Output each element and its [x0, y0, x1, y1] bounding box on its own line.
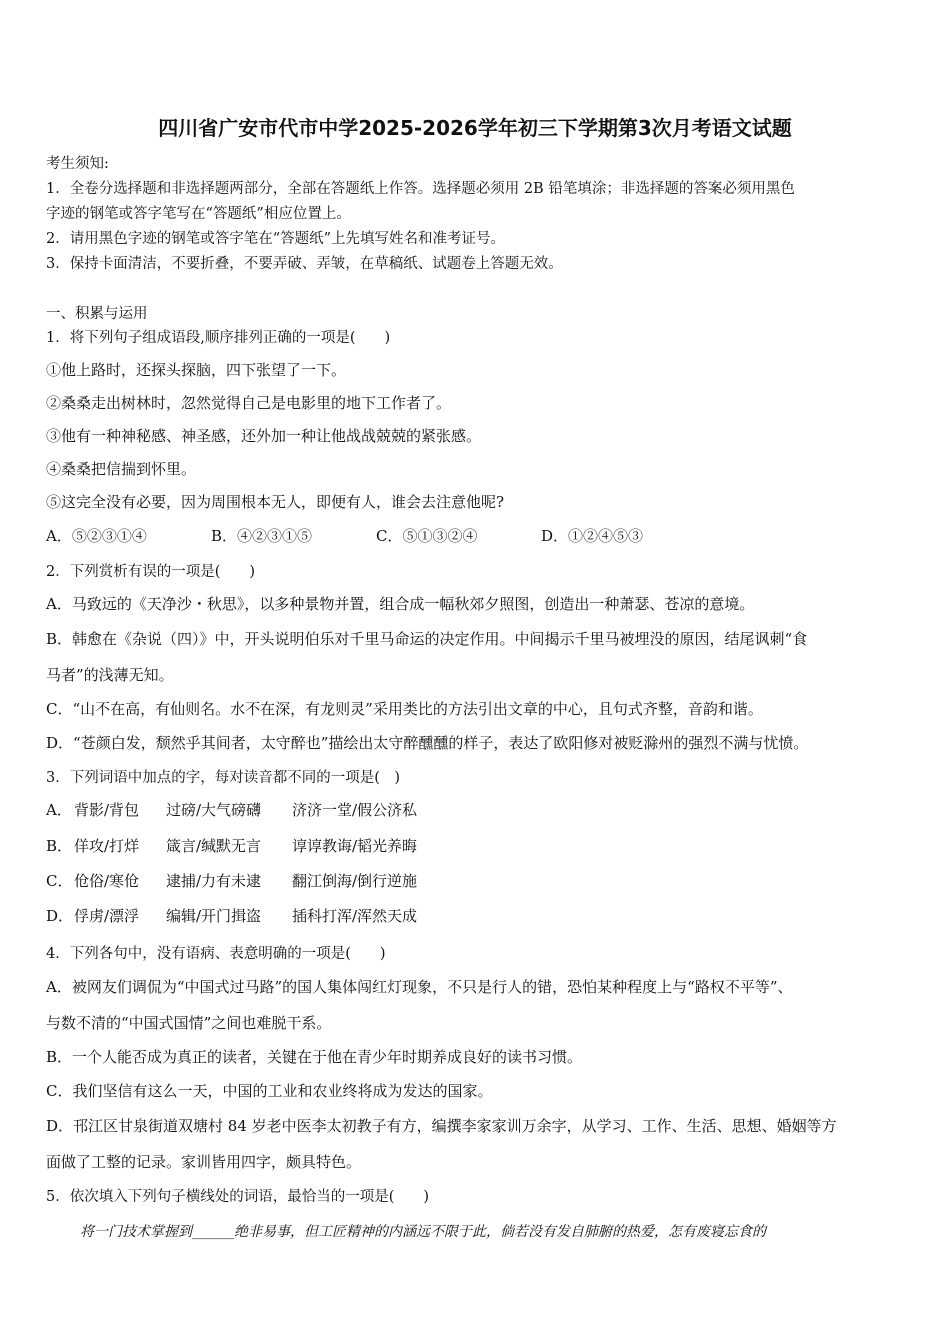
- section-heading: 一、积累与运用: [46, 306, 148, 322]
- question-4-stem: 4．下列各句中，没有语病、表意明确的一项是( ): [46, 946, 386, 962]
- q2-line: D．“苍颜白发，颓然乎其间者，太守醉也”描绘出太守醉醺醺的样子，表达了欧阳修对被贬滁州的强烈不满与忧愤。: [46, 734, 809, 752]
- q4-line: D．邗江区甘泉街道双塘村 84 岁老中医李太初教子有方，编撰李家家训万余字，从学习、工作、生活、思想、婚姻等方: [46, 1117, 837, 1135]
- q1-option-c: C．⑤①③②④: [376, 527, 478, 545]
- question-2-stem: 2．下列赏析有误的一项是( ): [46, 564, 256, 580]
- q1-option-b: B．④②③①⑤: [211, 527, 313, 545]
- q1-options: [46, 525, 643, 546]
- notice-item: 2．请用黑色字迹的钢笔或答字笔在“答题纸”上先填写姓名和准考证号。: [46, 231, 506, 247]
- q1-sentence: ③他有一种神秘感、神圣感，还外加一种让他战战兢兢的紧张感。: [46, 427, 482, 445]
- question-3-stem: 3．下列词语中加点的字，每对读音都不同的一项是( ): [46, 770, 401, 786]
- question-1-stem: 1．将下列句子组成语段,顺序排列正确的一项是( ): [46, 330, 391, 346]
- q1-sentence: ④桑桑把信揣到怀里。: [46, 460, 197, 478]
- question-5-stem: 5．依次填入下列句子横线处的词语，最恰当的一项是( ): [46, 1189, 430, 1205]
- q3-option-a: A． 背影/背包 过磅/大气磅礴 济济一堂/假公济私: [46, 801, 418, 819]
- notice-item: 1．全卷分选择题和非选择题两部分，全部在答题纸上作答。选择题必须用 2B 铅笔填涂；非选择题的答案必须用黑色: [46, 181, 795, 197]
- page-title: 四川省广安市代市中学2025-2026学年初三下学期第3次月考语文试题: [158, 116, 792, 140]
- q2-line: A．马致远的《天净沙・秋思》，以多种景物并置，组合成一幅秋郊夕照图，创造出一种萧瑟、苍凉的意境。: [46, 595, 755, 613]
- q1-option-d: D．①②④⑤③: [541, 527, 644, 545]
- q2-line: B．韩愈在《杂说（四）》中，开头说明伯乐对千里马命运的决定作用。中间揭示千里马被埋没的原因，结尾讽刺“食: [46, 630, 808, 648]
- notice-item: 字迹的钢笔或答字笔写在“答题纸”相应位置上。: [46, 206, 351, 222]
- q4-line: C．我们坚信有这么一天，中国的工业和农业终将成为发达的国家。: [46, 1082, 493, 1100]
- notice-heading: 考生须知:: [46, 156, 109, 172]
- q1-sentence: ①他上路时，还探头探脑，四下张望了一下。: [46, 361, 347, 379]
- notice-item: 3．保持卡面清洁，不要折叠，不要弄破、弄皱，在草稿纸、试题卷上答题无效。: [46, 256, 563, 272]
- q3-option-c: C． 伧俗/寒伧 逮捕/力有未逮 翻江倒海/倒行逆施: [46, 872, 418, 890]
- q3-option-d: D．俘虏/漂浮 编辑/开门揖盗 插科打浑/浑然天成: [46, 907, 418, 925]
- q3-option-b: B． 佯攻/打烊 箴言/缄默无言 谆谆教诲/韬光养晦: [46, 837, 418, 855]
- q5-passage: 将一门技术掌握到______绝非易事，但工匠精神的内涵远不限于此，倘若没有发自肺腑的热爱，怎有废寝忘食的: [80, 1224, 766, 1240]
- q2-line: 马者”的浅薄无知。: [46, 666, 174, 684]
- q1-sentence: ⑤这完全没有必要，因为周围根本无人，即便有人，谁会去注意他呢?: [46, 493, 505, 511]
- q4-line: B．一个人能否成为真正的读者，关键在于他在青少年时期养成良好的读书习惯。: [46, 1048, 583, 1066]
- q4-line: 面做了工整的记录。家训皆用四字，颇具特色。: [46, 1153, 362, 1171]
- q2-line: C．“山不在高，有仙则名。水不在深，有龙则灵”采用类比的方法引出文章的中心，且句式齐整，音韵和谐。: [46, 700, 763, 718]
- q1-sentence: ②桑桑走出树林时，忽然觉得自己是电影里的地下工作者了。: [46, 394, 452, 412]
- q1-option-a: A．⑤②③①④: [46, 527, 147, 545]
- q4-line: 与数不清的“中国式国情”之间也难脱干系。: [46, 1014, 332, 1032]
- q4-line: A．被网友们调侃为“中国式过马路”的国人集体闯红灯现象，不只是行人的错，恐怕某种程度上与“路权不平等”、: [46, 978, 793, 996]
